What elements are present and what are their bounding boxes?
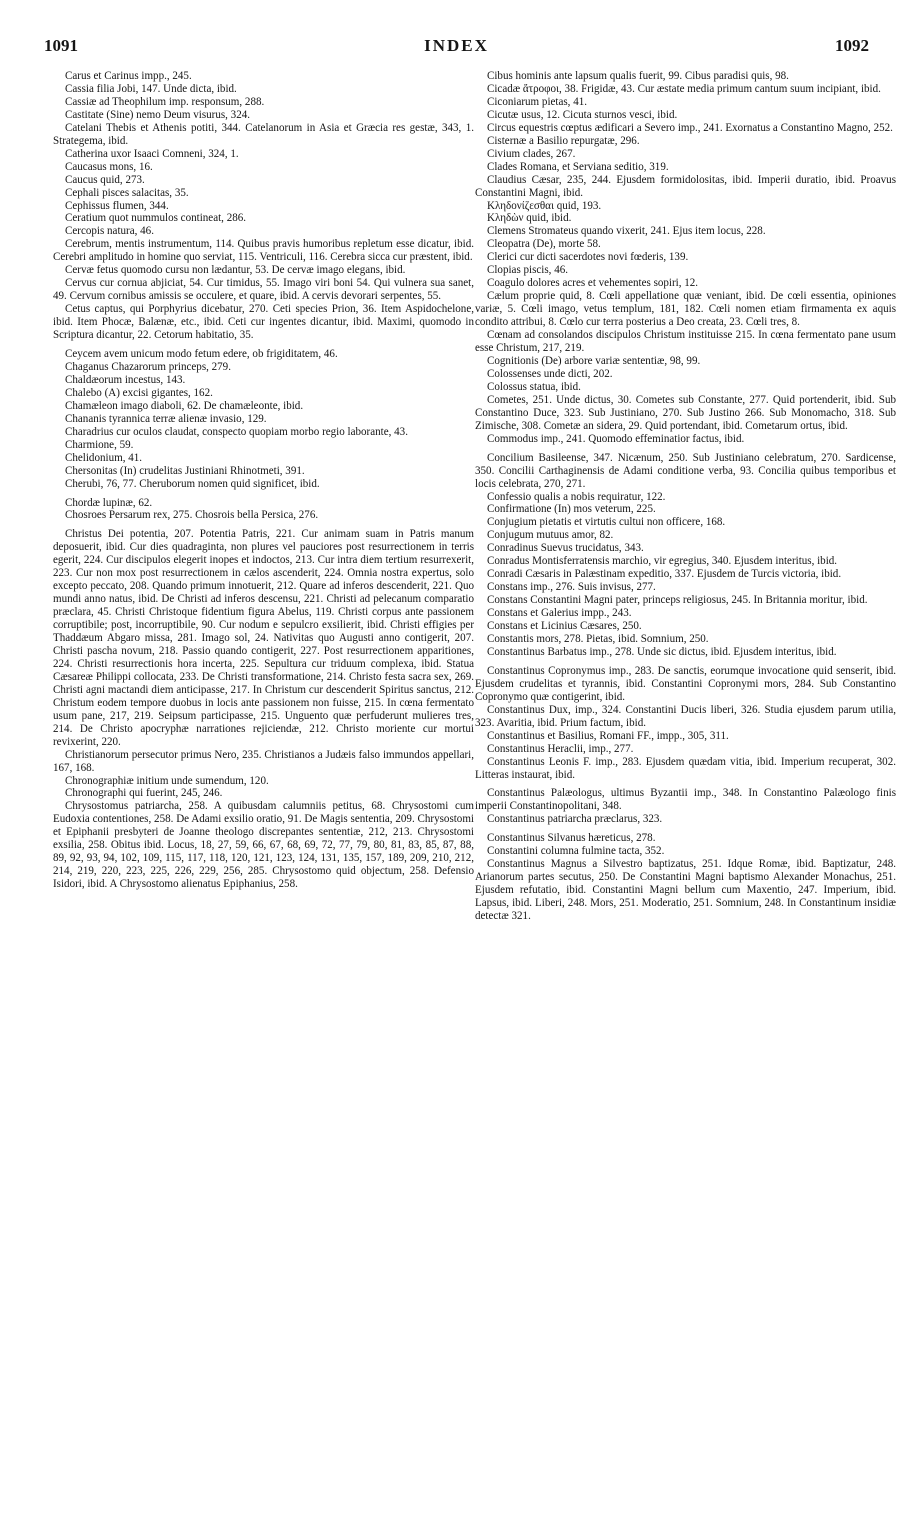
index-entry: Chersonitas (In) crudelitas Justiniani Rhinotmeti, 391. bbox=[65, 464, 305, 477]
right-page-number: 1092 bbox=[835, 36, 869, 55]
left-page-number: 1091 bbox=[44, 36, 78, 55]
index-entry: Constantinus Magnus a Silvestro baptizatus, 251. Idque Romæ, ibid. Baptizatur, 248. Arianorum partes secutus, 250. De Constantini Magni baptismo Alexander Monachus, 251. Ejusdem refutatio, ibid. Constantini Magni bellum cum Maxentio, 247. Imperium, ibid. Lapsus, ibid. Liberi, 248. Mors, 251. Moderatio, 251. Somnium, 248. In Constantinum insidiæ detectæ 321. bbox=[475, 858, 896, 923]
index-entry: Clemens Stromateus quando vixerit, 241. Ejus item locus, 228. bbox=[487, 225, 766, 238]
index-entry: Confirmatione (In) mos veterum, 225. bbox=[487, 503, 656, 516]
index-entry: Catherina uxor Isaaci Comneni, 324, 1. bbox=[65, 147, 239, 160]
index-entry: Constantinus patriarcha præclarus, 323. bbox=[487, 813, 663, 826]
index-entry: Constantinus et Basilius, Romani FF., impp., 305, 311. bbox=[487, 729, 729, 742]
index-entry: Constans et Licinius Cæsares, 250. bbox=[487, 620, 642, 633]
index-entry: Cephissus flumen, 344. bbox=[65, 199, 169, 212]
index-entry: Castitate (Sine) nemo Deum visurus, 324. bbox=[65, 108, 251, 121]
index-entry: Conradinus Suevus trucidatus, 343. bbox=[487, 542, 644, 555]
index-entry: Cibus hominis ante lapsum qualis fuerit, 99. Cibus paradisi quis, 98. bbox=[487, 70, 789, 82]
index-entry: Carus et Carinus impp., 245. bbox=[65, 70, 192, 82]
index-entry: Christianorum persecutor primus Nero, 235. Christianos a Judæis falso immundos appellari, 167, 168. bbox=[53, 748, 474, 774]
index-entry: Constans imp., 276. Suis invisus, 277. bbox=[487, 581, 656, 594]
index-entry: Chrysostomus patriarcha, 258. A quibusdam calumniis petitus, 68. Chrysostomi cum Eudoxia contentiones, 258. De Adami exsilio oratio, 91. De Magis sententia, 209. Chrysostomi et Epiphanii presbyteri de Joanne theologo discrepantes sententiæ, 212, 213. Chrysostomi exsilia, 258. Obitus ibid. Locus, 18, 27, 59, 66, 67, 68, 69, 72, 77, 79, 80, 81, 83, 85, 87, 88, 89, 92, 93, 94, 102, 109, 115, 117, 118, 120, 121, 123, 124, 131, 135, 157, 189, 209, 210, 212, 214, 219, 220, 223, 225, 226, 229, 256, 285. Chrysostomo quid objectum, 258. Defensio Isidori, ibid. A Chrysostomo alienatus Epiphanius, 258. bbox=[53, 800, 474, 891]
index-entry: Constantinus Dux, imp., 324. Constantini Ducis liberi, 326. Studia ejusdem parum utilia, 323. Avaritia, ibid. Prium factum, ibid. bbox=[475, 703, 896, 729]
index-entry: Catelani Thebis et Athenis potiti, 344. Catelanorum in Asia et Græcia res gestæ, 343, 1. Strategema, ibid. bbox=[53, 121, 474, 147]
index-entry: Cerebrum, mentis instrumentum, 114. Quibus pravis humoribus repletum esse dicatur, ibid. Cerebri amplitudo in homine quo serviat, 115. Ventriculi, 116. Cerebra sicca cur præstent, ibid. bbox=[53, 238, 474, 264]
index-entry: Chronographi qui fuerint, 245, 246. bbox=[65, 787, 223, 800]
index-entry: Chaldæorum incestus, 143. bbox=[65, 373, 186, 386]
index-title: INDEX bbox=[424, 36, 489, 55]
index-entry: Chalebo (A) excisi gigantes, 162. bbox=[65, 386, 213, 399]
index-entry: Colossenses unde dicti, 202. bbox=[487, 367, 613, 380]
index-entry: Cercopis natura, 46. bbox=[65, 225, 154, 238]
running-header bbox=[44, 36, 869, 62]
index-entry: Colossus statua, ibid. bbox=[487, 380, 581, 393]
index-entry: Commodus imp., 241. Quomodo effeminatior factus, ibid. bbox=[487, 432, 745, 445]
index-entry: Cicadæ ἄτροφοι, 38. Frigidæ, 43. Cur æstate media primum cantum suum incipiant, ibid. bbox=[487, 82, 881, 95]
index-entry: Cervæ fetus quomodo cursu non lædantur, 53. De cervæ imago elegans, ibid. bbox=[65, 264, 406, 277]
index-entry: Clades Romana, et Serviana seditio, 319. bbox=[487, 160, 669, 173]
index-entry: Claudius Cæsar, 235, 244. Ejusdem formidolositas, ibid. Imperii duratio, ibid. Proavus Constantini Magni, ibid. bbox=[475, 173, 896, 199]
index-entry: Cervus cur cornua abjiciat, 54. Cur timidus, 55. Imago viri boni 54. Qui vulnera sua sanet, 49. Cervum cornibus amissis se occulere, et quare, ibid. A cervis devorari serpentes, 55. bbox=[53, 277, 474, 303]
index-entry: Cometes, 251. Unde dictus, 30. Cometes sub Constante, 277. Quid portenderit, ibid. Sub Constantino Duce, 323. Sub Justiniano, 270. Sub Justino 266. Sub Monomacho, 318. Sub Zimische, 308. Cometæ an sidera, 29. Quid portendant, ibid. Cometarum ortus, ibid. bbox=[475, 393, 896, 432]
index-entry: Cetus captus, qui Porphyrius dicebatur, 270. Ceti species Prion, 36. Item Aspidochelone, ibid. Item Phocæ, Balænæ, etc., ibid. Ceti cur ingentes dicantur, ibid. Maximi, quomodo in Scriptura dicantur, 22. Cetorum habitatio, 35. bbox=[53, 303, 474, 342]
index-entry: Constans Constantini Magni pater, princeps religiosus, 245. In Britannia moritur, ibid. bbox=[487, 594, 868, 607]
index-entry: Chronographiæ initium unde sumendum, 120. bbox=[65, 774, 269, 787]
index-entry: Coagulo dolores acres et vehementes sopiri, 12. bbox=[487, 277, 699, 290]
right-column bbox=[475, 70, 896, 923]
index-entry: Christus Dei potentia, 207. Potentia Patris, 221. Cur animam suam in Patris manum deposuerit, ibid. Cur dies quadraginta, non plures vel pauciores post resurrectionem in terris egerit, 224. Cur discipulos elegerit inopes et indoctos, 213. Cur intra diem tertium resurrexerit, 223. Cur non mox post resurrectionem in cælos ascenderit, 224. Omnia nostra expertus, solo excepto peccato, 208. Quando primum innotuerit, 212. Quare ad inferos descenderit, 221. Quo mundi anno natus, ibid. De Christi ad inferos descensu, 221. Christi ad pelecanum comparatio præclara, 45. Christi Christoque fidentium figura Abelus, 119. Christi corpus ante passionem corruptibile; post, incorruptibile, 90. Cur nodum e sepulcro exsilierit, ibid. Christi effigies per Thaddæum Abgaro missa, 281. Imago sol, 24. Nativitas quo Augusti anno contigerit, 207. Christi pascha novum, 218. Passio quando contigerit, 227. Post resurrectionem apparitiones, 224. Christi resurrectionis hora incerta, 225. Sepultura cur triduum complexa, ibid. Statua Cæsareæ Philippi collocata, 233. De Christi transformatione, 214. Christo festa sacra sex, 269. Christi agni mactandi diem anticipasse, 217. In Christum cur descenderit Spiritus sanctus, 212. Christum eodem tempore duobus in locis ante passionem non fuisse, 215. In cœna fermentato usum pane, 217, 219. Seipsum participasse, 215. Unguento quæ perfuderunt mulieres tres, 214. De Christo apocryphæ narrationes rejiciendæ, 212. Christo moriente cur mortui revixerint, 220. bbox=[53, 528, 474, 748]
index-entry: Cælum proprie quid, 8. Cœli appellatione quæ veniant, ibid. De cœli essentia, opiniones variæ, 5. Cœli imago, vetus templum, 181, 182. Cœli nomen etiam firmamenta ex aquis condito attribui, 8. Cœlo cur terra posterius a Deo creata, 23. Cœli tres, 8. bbox=[475, 290, 896, 329]
index-entry: Constantinus Silvanus hæreticus, 278. bbox=[487, 832, 656, 845]
index-entry: Cisternæ a Basilio repurgatæ, 296. bbox=[487, 134, 640, 147]
index-entry: Chamæleon imago diaboli, 62. De chamæleonte, ibid. bbox=[65, 399, 304, 412]
index-entry: Cherubi, 76, 77. Cheruborum nomen quid significet, ibid. bbox=[65, 477, 320, 490]
index-entry: Chaganus Chazarorum princeps, 279. bbox=[65, 360, 231, 373]
index-entry: Chordæ lupinæ, 62. bbox=[65, 496, 153, 509]
index-entry: Constantini columna fulmine tacta, 352. bbox=[487, 845, 665, 858]
index-entry: Cassia filia Jobi, 147. Unde dicta, ibid. bbox=[65, 82, 237, 95]
index-entry: Cognitionis (De) arbore variæ sententiæ, 98, 99. bbox=[487, 354, 701, 367]
index-entry: Constantinus Copronymus imp., 283. De sanctis, eorumque invocatione quid senserit, ibid. Ejusdem crudelitas et tyrannis, ibid. Constantini Copronymi mors, 284. Sub Constantino Copronymo quæ contigerint, ibid. bbox=[475, 664, 896, 703]
index-entry: Constantis mors, 278. Pietas, ibid. Somnium, 250. bbox=[487, 632, 709, 645]
index-entry: Conradi Cæsaris in Palæstinam expeditio, 337. Ejusdem de Turcis victoria, ibid. bbox=[487, 568, 842, 581]
index-entry: Conradus Montisferratensis marchio, vir egregius, 340. Ejusdem interitus, ibid. bbox=[487, 555, 838, 568]
index-entry: Cicutæ usus, 12. Cicuta sturnos vesci, ibid. bbox=[487, 108, 678, 121]
index-entry: Caucasus mons, 16. bbox=[65, 160, 153, 173]
index-entry: Ciconiarum pietas, 41. bbox=[487, 95, 588, 108]
index-entry: Charmione, 59. bbox=[65, 438, 134, 451]
index-entry: Chelidonium, 41. bbox=[65, 451, 143, 464]
index-entry: Circus equestris cœptus ædificari a Severo imp., 241. Exornatus a Constantino Magno, 252. bbox=[487, 121, 893, 134]
index-entry: Civium clades, 267. bbox=[487, 147, 576, 160]
index-entry: Cleopatra (De), morte 58. bbox=[487, 238, 601, 251]
index-entry: Constans et Galerius impp., 243. bbox=[487, 607, 632, 620]
index-entry: Κληδὼν quid, ibid. bbox=[487, 212, 572, 225]
index-entry: Concilium Basileense, 347. Nicænum, 250. Sub Justiniano celebratum, 270. Sardicense, 350. Concilii Carthaginensis de Adami conditione verba, 93. Concilia quibus temporibus et locis celebrata, 270, 271. bbox=[475, 451, 896, 490]
index-entry: Cassiæ ad Theophilum imp. responsum, 288. bbox=[65, 95, 265, 108]
index-entry: Caucus quid, 273. bbox=[65, 173, 145, 186]
index-entry: Confessio qualis a nobis requiratur, 122. bbox=[487, 490, 666, 503]
index-entry: Clerici cur dicti sacerdotes novi fœderis, 139. bbox=[487, 251, 689, 264]
index-entry: Cephali pisces salacitas, 35. bbox=[65, 186, 189, 199]
index-entry: Constantinus Heraclii, imp., 277. bbox=[487, 742, 634, 755]
index-entry: Charadrius cur oculos claudat, conspecto quopiam morbo regio laborante, 43. bbox=[65, 425, 408, 438]
index-entry: Conjugum mutuus amor, 82. bbox=[487, 529, 614, 542]
index-entry: Constantinus Palæologus, ultimus Byzantii imp., 348. In Constantino Palæologo finis imperii Constantinopolitani, 348. bbox=[475, 787, 896, 813]
index-entry: Cœnam ad consolandos discipulos Christum instituisse 215. In cœna fermentato pane usum esse Christum, 217, 219. bbox=[475, 329, 896, 355]
index-entry: Ceycem avem unicum modo fetum edere, ob frigiditatem, 46. bbox=[65, 348, 338, 361]
index-entry: Chosroes Persarum rex, 275. Chosrois bella Persica, 276. bbox=[65, 509, 319, 522]
index-entry: Κληδονίζεσθαι quid, 193. bbox=[487, 199, 602, 212]
index-entry: Chananis tyrannica terræ alienæ invasio, 129. bbox=[65, 412, 267, 425]
left-column bbox=[53, 70, 474, 891]
index-entry: Constantinus Barbatus imp., 278. Unde sic dictus, ibid. Ejusdem interitus, ibid. bbox=[487, 645, 837, 658]
index-entry: Ceratium quot nummulos contineat, 286. bbox=[65, 212, 247, 225]
index-entry: Conjugium pietatis et virtutis cultui non officere, 168. bbox=[487, 516, 726, 529]
index-entry: Clopias piscis, 46. bbox=[487, 264, 569, 277]
index-entry: Constantinus Leonis F. imp., 283. Ejusdem quædam vitia, ibid. Imperium recuperat, 302. Litteras instaurat, ibid. bbox=[475, 755, 896, 781]
